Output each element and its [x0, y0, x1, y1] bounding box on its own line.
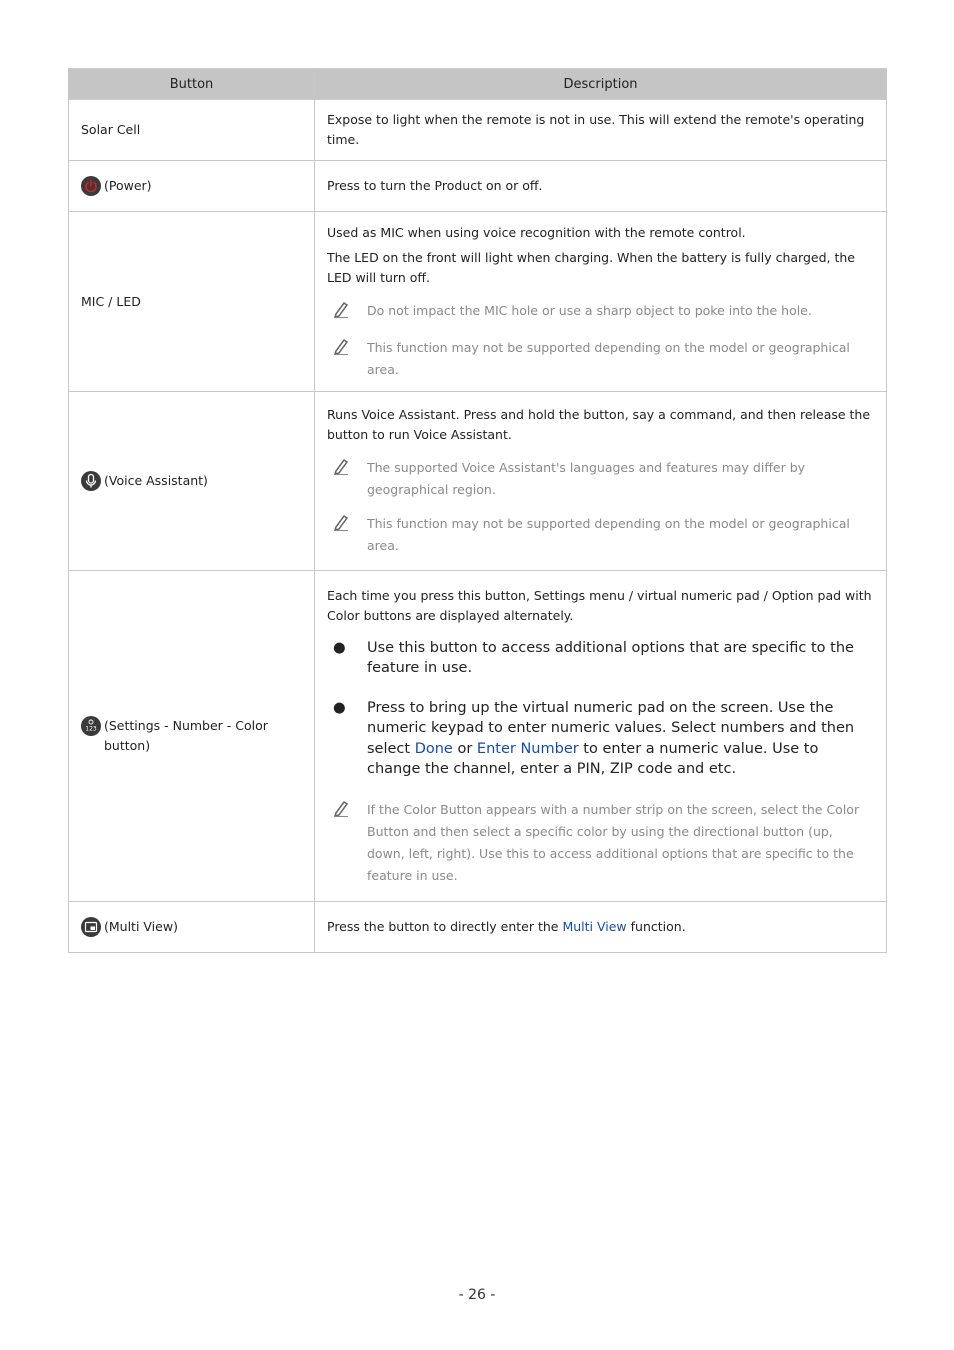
- note: [327, 337, 874, 381]
- button-cell: [69, 100, 315, 161]
- button-label-solar-cell: Solar Cell: [81, 122, 141, 137]
- table-row: [69, 392, 887, 571]
- button-label-mic-led: MIC / LED: [81, 293, 141, 309]
- description-text: Press to turn the Product on or off.: [327, 178, 543, 193]
- description-text: Used as MIC when using voice recognition with the remote control.: [327, 224, 746, 240]
- bullet-text-part: or: [452, 740, 477, 757]
- pencil-note-icon: [327, 457, 367, 501]
- description-cell: [315, 902, 887, 953]
- microphone-icon: [81, 471, 101, 491]
- description-cell: [315, 212, 887, 392]
- description-text: Expose to light when the remote is not in use. This will extend the remote's operating time.: [327, 112, 865, 147]
- settings-number-color-icon: [81, 716, 101, 736]
- note-text: This function may not be supported depending on the model or geographical area.: [367, 516, 850, 553]
- header-description: Description: [315, 69, 887, 100]
- note: [327, 799, 874, 887]
- button-cell: [69, 902, 315, 953]
- bullet-text-part: to enter a numeric value. Use to change the channel, enter a PIN, ZIP code and etc.: [367, 740, 819, 777]
- pencil-note-icon: [327, 799, 367, 887]
- svg-text:123: 123: [85, 725, 97, 733]
- description-text: [327, 917, 874, 937]
- bullet-dot: ●: [333, 699, 346, 716]
- list-item: [327, 638, 874, 679]
- table-header-row: [69, 69, 887, 100]
- button-label-power: (Power): [104, 178, 152, 193]
- multi-view-link[interactable]: Multi View: [562, 919, 627, 934]
- description-text: The LED on the front will light when charging. When the battery is fully charged, the LED will turn off.: [327, 249, 855, 285]
- page-number: - 26 -: [458, 1287, 496, 1303]
- button-label-voice-assistant: (Voice Assistant): [104, 473, 208, 488]
- note-text: Do not impact the MIC hole or use a sharp object to poke into the hole.: [367, 302, 812, 318]
- bullet-text-part: Press to bring up the virtual numeric pad on the screen. Use the numeric keypad to enter numeric values. Select numbers and then select: [367, 699, 855, 757]
- table-row: [69, 100, 887, 161]
- note: [327, 300, 874, 325]
- note: [327, 513, 874, 557]
- pencil-note-icon: [327, 513, 367, 557]
- button-cell: [69, 392, 315, 571]
- done-link[interactable]: Done: [414, 740, 453, 757]
- button-cell: [69, 161, 315, 212]
- table-row: [69, 161, 887, 212]
- note: [327, 457, 874, 501]
- description-cell: [315, 161, 887, 212]
- button-label-settings-number-color: (Settings - Number - Color button): [104, 718, 268, 753]
- table-row: [69, 212, 887, 392]
- multi-view-icon: [81, 917, 101, 937]
- pencil-note-icon: [327, 300, 367, 325]
- header-button: Button: [69, 69, 315, 100]
- button-cell: [69, 571, 315, 902]
- list-item: [327, 698, 874, 780]
- note-text: If the Color Button appears with a number strip on the screen, select the Color Button and then select a specific color by using the directional button (up, down, left, right). Use this to access additional options that are specific to the feature in use.: [367, 801, 860, 883]
- bullet-dot: ●: [333, 639, 346, 656]
- description-text-part: function.: [626, 919, 686, 934]
- bullet-text: Use this button to access additional options that are specific to the feature in use.: [367, 639, 854, 676]
- description-text-part: Press the button to directly enter the: [327, 919, 563, 934]
- table-row: [69, 571, 887, 902]
- note-text: This function may not be supported depending on the model or geographical area.: [367, 339, 850, 377]
- pencil-note-icon: [327, 337, 367, 381]
- bullet-list: [327, 638, 874, 780]
- description-text: Each time you press this button, Settings menu / virtual numeric pad / Option pad with Color buttons are displayed alternately.: [327, 587, 872, 623]
- button-description-table: [68, 68, 887, 953]
- button-cell: [69, 212, 315, 392]
- description-cell: [315, 571, 887, 902]
- description-cell: [315, 392, 887, 571]
- description-text: Runs Voice Assistant. Press and hold the button, say a command, and then release the button to run Voice Assistant.: [327, 407, 871, 442]
- bullet-text: [367, 698, 874, 780]
- table-row: [69, 902, 887, 953]
- note-text: The supported Voice Assistant's languages and features may differ by geographical region.: [367, 460, 806, 497]
- power-icon: [81, 176, 101, 196]
- enter-number-link[interactable]: Enter Number: [476, 740, 579, 757]
- button-label-multi-view: (Multi View): [104, 919, 178, 934]
- description-cell: [315, 100, 887, 161]
